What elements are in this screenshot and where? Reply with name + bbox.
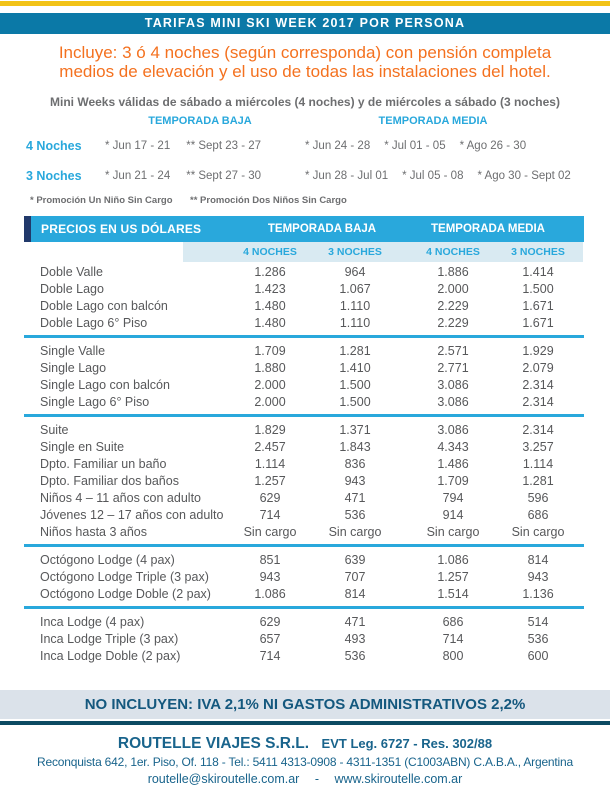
date-range: * Jun 28 - Jul 01 (305, 170, 389, 182)
price-cell: 3.086 (437, 423, 469, 437)
price-cell: 2.571 (437, 344, 469, 358)
title-bar (0, 13, 610, 34)
date-range: * Jul 01 - 05 (384, 140, 446, 152)
price-cell: 3.086 (437, 395, 469, 409)
table-row (0, 264, 610, 281)
season-row-3-noches (0, 169, 610, 184)
date-range: * Jun 17 - 21 (105, 140, 171, 152)
row-label: Octógono Lodge (4 pax) (40, 553, 175, 567)
price-cell: 514 (527, 615, 549, 629)
top-accent-bar (0, 1, 610, 6)
price-cell: 1.514 (437, 587, 469, 601)
price-cell: 1.257 (437, 570, 469, 584)
price-cell: 1.067 (339, 282, 371, 296)
price-cell: 1.257 (254, 474, 286, 488)
date-range: * Ago 30 - Sept 02 (477, 170, 571, 182)
price-cell: 1.886 (437, 265, 469, 279)
season-row-label: 4 Noches (26, 139, 82, 153)
price-cell: 3.086 (437, 378, 469, 392)
table-row (0, 439, 610, 456)
price-cell: 943 (527, 570, 549, 584)
price-cell: 2.314 (522, 395, 554, 409)
price-cell: 714 (259, 649, 281, 663)
price-cell: 707 (344, 570, 366, 584)
row-label: Doble Lago 6° Piso (40, 316, 148, 330)
group-divider (24, 544, 584, 547)
season-dates-baja (105, 170, 261, 182)
price-cell: 943 (344, 474, 366, 488)
row-label: Single Lago 6° Piso (40, 395, 150, 409)
group-divider (24, 606, 584, 609)
table-row (0, 422, 610, 439)
price-cell: 943 (259, 570, 281, 584)
price-cell: 1.829 (254, 423, 286, 437)
table-row (0, 631, 610, 648)
row-label: Octógono Lodge Doble (2 pax) (40, 587, 211, 601)
table-row (0, 473, 610, 490)
price-cell: 1.286 (254, 265, 286, 279)
table-row (0, 524, 610, 541)
row-label: Single en Suite (40, 440, 125, 454)
date-range: * Jul 05 - 08 (402, 170, 464, 182)
intro-text (0, 43, 610, 81)
table-row (0, 648, 610, 665)
price-cell: 4.343 (437, 440, 469, 454)
price-cell: 1.709 (437, 474, 469, 488)
promo-footnote-2: ** Promoción Dos Niños Sin Cargo (190, 195, 347, 206)
company-registration: EVT Leg. 6727 - Res. 302/88 (321, 736, 493, 751)
table-row (0, 377, 610, 394)
price-cell: 471 (344, 491, 366, 505)
row-label: Inca Lodge Doble (2 pax) (40, 649, 181, 663)
contact-line (0, 772, 610, 786)
price-cell: 1.843 (339, 440, 371, 454)
price-cell: 794 (442, 491, 464, 505)
price-cell: 964 (344, 265, 366, 279)
table-row (0, 298, 610, 315)
price-cell: 1.110 (339, 299, 371, 313)
season-header-media: TEMPORADA MEDIA (378, 115, 488, 127)
row-label: Dpto. Familiar dos baños (40, 474, 179, 488)
season-row-label: 3 Noches (26, 169, 82, 183)
price-cell: 800 (442, 649, 464, 663)
price-cell: 1.671 (522, 299, 554, 313)
price-cell: 2.229 (437, 299, 469, 313)
column-group-baja: TEMPORADA BAJA (267, 223, 377, 235)
price-cell: 1.410 (339, 361, 371, 375)
price-cell: 1.114 (254, 457, 286, 471)
price-cell: 1.414 (522, 265, 554, 279)
price-cell: Sin cargo (426, 525, 480, 539)
price-cell: 536 (344, 508, 366, 522)
price-cell: 1.500 (339, 395, 371, 409)
table-row (0, 569, 610, 586)
table-row (0, 360, 610, 377)
website-link[interactable]: www.skiroutelle.com.ar (334, 772, 463, 786)
price-cell: 471 (344, 615, 366, 629)
price-cell: 1.281 (339, 344, 371, 358)
table-row (0, 281, 610, 298)
price-cell: 3.257 (522, 440, 554, 454)
price-cell: Sin cargo (328, 525, 382, 539)
row-label: Suite (40, 423, 69, 437)
column-header: 3 NOCHES (511, 246, 565, 258)
footer-divider (0, 721, 610, 725)
row-label: Doble Lago con balcón (40, 299, 168, 313)
price-cell: 2.457 (254, 440, 286, 454)
table-row (0, 586, 610, 603)
table-row (0, 552, 610, 569)
price-table-subheader (183, 242, 583, 262)
price-table-body (0, 264, 610, 665)
price-cell: 629 (259, 491, 281, 505)
price-cell: Sin cargo (243, 525, 297, 539)
price-cell: 1.880 (254, 361, 286, 375)
group-divider (24, 335, 584, 338)
price-cell: 851 (259, 553, 281, 567)
price-cell: 657 (259, 632, 281, 646)
validity-note: Mini Weeks válidas de sábado a miércoles (4 noches) y de miércoles a sábado (3 noches) (50, 95, 560, 109)
table-row (0, 315, 610, 332)
price-cell: 1.486 (437, 457, 469, 471)
company-address: Reconquista 642, 1er. Piso, Of. 118 - Tel.: 5411 4313-0908 - 4311-1351 (C1003ABN) C.A.B.A., Argentina (37, 755, 573, 769)
price-cell: 686 (442, 615, 464, 629)
season-header-baja: TEMPORADA BAJA (148, 115, 252, 127)
price-cell: 2.000 (254, 378, 286, 392)
price-cell: 814 (527, 553, 549, 567)
row-label: Doble Lago (40, 282, 104, 296)
price-cell: Sin cargo (511, 525, 565, 539)
tax-disclaimer: NO INCLUYEN: IVA 2,1% NI GASTOS ADMINISTRATIVOS 2,2% (0, 690, 610, 719)
row-label: Octógono Lodge Triple (3 pax) (40, 570, 209, 584)
price-cell: 536 (527, 632, 549, 646)
price-cell: 2.771 (437, 361, 469, 375)
contact-separator: - (314, 772, 319, 786)
price-cell: 1.281 (522, 474, 554, 488)
season-dates-media (305, 140, 526, 152)
intro-line-2: medios de elevación y el uso de todas las instalaciones del hotel. (59, 62, 551, 81)
price-cell: 1.480 (254, 299, 286, 313)
table-row (0, 343, 610, 360)
date-range: ** Sept 27 - 30 (186, 170, 262, 182)
price-cell: 1.114 (522, 457, 554, 471)
season-dates-media (305, 170, 571, 182)
table-row (0, 490, 610, 507)
date-range: * Jun 24 - 28 (305, 140, 371, 152)
row-label: Niños hasta 3 años (40, 525, 148, 539)
price-cell: 1.500 (522, 282, 554, 296)
price-cell: 2.314 (522, 423, 554, 437)
price-cell: 1.709 (254, 344, 286, 358)
price-cell: 1.110 (339, 316, 371, 330)
row-label: Single Valle (40, 344, 106, 358)
price-cell: 814 (344, 587, 366, 601)
price-cell: 629 (259, 615, 281, 629)
price-cell: 2.000 (254, 395, 286, 409)
price-cell: 493 (344, 632, 366, 646)
price-cell: 686 (527, 508, 549, 522)
page-title: TARIFAS MINI SKI WEEK 2017 POR PERSONA (144, 16, 466, 30)
price-cell: 2.000 (437, 282, 469, 296)
season-dates-baja (105, 140, 261, 152)
price-cell: 714 (442, 632, 464, 646)
row-label: Dpto. Familiar un baño (40, 457, 167, 471)
row-label: Jóvenes 12 – 17 años con adulto (40, 508, 224, 522)
price-cell: 2.079 (522, 361, 554, 375)
table-row (0, 507, 610, 524)
price-table-title: PRECIOS EN US DÓLARES (41, 222, 202, 236)
intro-line-1: Incluye: 3 ó 4 noches (según corresponda) con pensión completa (58, 43, 552, 62)
table-row (0, 614, 610, 631)
price-cell: 1.371 (339, 423, 371, 437)
row-label: Inca Lodge Triple (3 pax) (40, 632, 179, 646)
email-link[interactable]: routelle@skiroutelle.com.ar (147, 772, 300, 786)
price-cell: 2.229 (437, 316, 469, 330)
price-cell: 2.314 (522, 378, 554, 392)
row-label: Single Lago (40, 361, 107, 375)
season-row-4-noches (0, 139, 610, 154)
row-label: Single Lago con balcón (40, 378, 170, 392)
row-label: Inca Lodge (4 pax) (40, 615, 145, 629)
price-cell: 1.500 (339, 378, 371, 392)
group-divider (24, 414, 584, 417)
price-cell: 1.671 (522, 316, 554, 330)
price-cell: 1.136 (522, 587, 554, 601)
price-cell: 536 (344, 649, 366, 663)
price-cell: 1.480 (254, 316, 286, 330)
promo-footnote-1: * Promoción Un Niño Sin Cargo (30, 195, 173, 206)
price-cell: 596 (527, 491, 549, 505)
price-table-header (24, 216, 584, 242)
row-label: Niños 4 – 11 años con adulto (40, 491, 201, 505)
company-name: ROUTELLE VIAJES S.R.L. (117, 735, 310, 752)
column-header: 4 NOCHES (243, 246, 297, 258)
column-group-media: TEMPORADA MEDIA (431, 223, 545, 235)
price-cell: 1.086 (254, 587, 286, 601)
price-cell: 714 (259, 508, 281, 522)
company-line (0, 735, 610, 753)
price-cell: 1.423 (254, 282, 286, 296)
price-cell: 639 (344, 553, 366, 567)
price-cell: 1.929 (522, 344, 554, 358)
column-header: 3 NOCHES (328, 246, 382, 258)
row-label: Doble Valle (40, 265, 104, 279)
price-cell: 836 (344, 457, 366, 471)
price-cell: 914 (442, 508, 464, 522)
table-row (0, 456, 610, 473)
price-cell: 1.086 (437, 553, 469, 567)
column-header: 4 NOCHES (426, 246, 480, 258)
date-range: * Ago 26 - 30 (459, 140, 527, 152)
table-row (0, 394, 610, 411)
date-range: ** Sept 23 - 27 (186, 140, 262, 152)
price-cell: 600 (527, 649, 549, 663)
date-range: * Jun 21 - 24 (105, 170, 171, 182)
